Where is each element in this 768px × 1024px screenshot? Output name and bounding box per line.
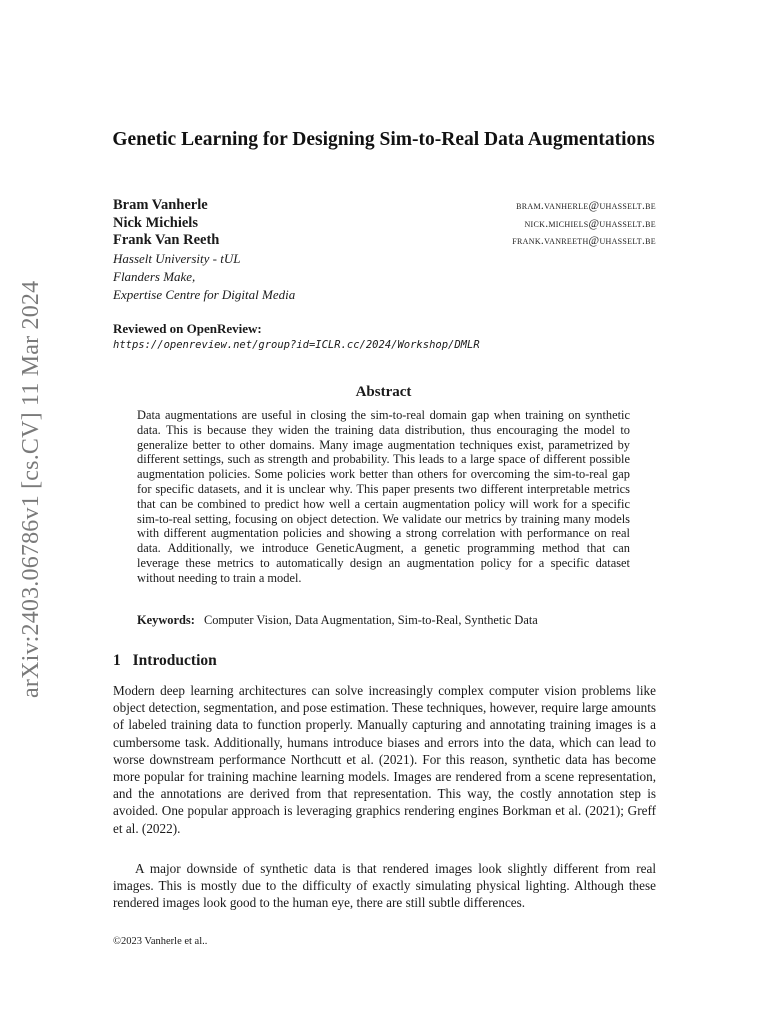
body-paragraph: A major downside of synthetic data is that rendered images look slightly different from real images. This is mostly due to the difficulty of exactly simulating physical lighting. Although these rendered images look good to the human eye, there are still subtle differences. [113,861,656,911]
section-title: Introduction [132,652,217,669]
abstract-text: Data augmentations are useful in closing the sim-to-real domain gap when training on synthetic data. This is because they widen the training data distribution, thus encouraging the model to generalize better to other domains. Many image augmentation techniques exist, parametrized by different settings, such as strength and probability. This leads to a large space of different possible augmentation policies. Some policies work better than others for overcoming the sim-to-real gap for specific datasets, and it is unclear why. This paper presents two different interpretable metrics that can be combined to predict how well a certain augmentation policy will work for a specific sim-to-real setting, focusing on object detection. We validate our metrics by training many models with different augmentation policies and showing a strong correlation with performance on real data. Additionally, we introduce GeneticAugment, a genetic programming method that can leverage these metrics to automatically design an augmentation policy for a specific dataset without needing to train a model. [137,408,630,585]
openreview-link[interactable]: https://openreview.net/group?id=ICLR.cc/2024/Workshop/DMLR [113,339,480,351]
affiliation-line: Expertise Centre for Digital Media [113,286,296,302]
affiliation-line: Flanders Make, [113,268,196,284]
author-email: frank.vanreeth@uhasselt.be [512,235,656,247]
author-name: Bram Vanherle [113,197,208,213]
body-paragraph: Modern deep learning architectures can solve increasingly complex computer vision problems like object detection, segmentation, and pose estimation. These techniques, however, require large amounts of labeled training data to function properly. Manually capturing and annotating training images is a cumbersome task. Additionally, humans introduce biases and errors into the data, which can lead to worse downstream performance Northcutt et al. (2021). For this reason, synthetic data has become more popular for training machine learning models. Images are rendered from a scene representation, and the annotations are derived from that representation. This way, the costly annotation step is avoided. One popular approach is leveraging graphics rendering engines Borkman et al. (2021); Greff et al. (2022). [113,683,656,836]
reviewed-label: Reviewed on OpenReview: [113,321,262,336]
keywords-label: Keywords: [137,613,195,627]
arxiv-identifier-stamp: arXiv:2403.06786v1 [cs.CV] 11 Mar 2024 [18,280,44,698]
author-name: Nick Michiels [113,214,198,231]
copyright-footer: ©2023 Vanherle et al.. [113,936,208,947]
author-email: bram.vanherle@uhasselt.be [516,200,656,212]
author-email: nick.michiels@uhasselt.be [524,217,656,230]
review-info [113,320,480,354]
section-heading [113,652,217,670]
author-row [113,232,656,250]
keywords [137,612,630,628]
abstract-heading: Abstract [355,384,412,400]
author-block [113,197,656,304]
section-number: 1 [113,652,121,669]
affiliation-line: Hasselt University - tUL [113,250,241,266]
paper-title: Genetic Learning for Designing Sim-to-Real Data Augmentations [112,129,655,150]
author-row [113,197,656,215]
author-name: Frank Van Reeth [113,232,220,248]
author-row [113,215,656,233]
keywords-value: Computer Vision, Data Augmentation, Sim-to-Real, Synthetic Data [203,613,538,627]
